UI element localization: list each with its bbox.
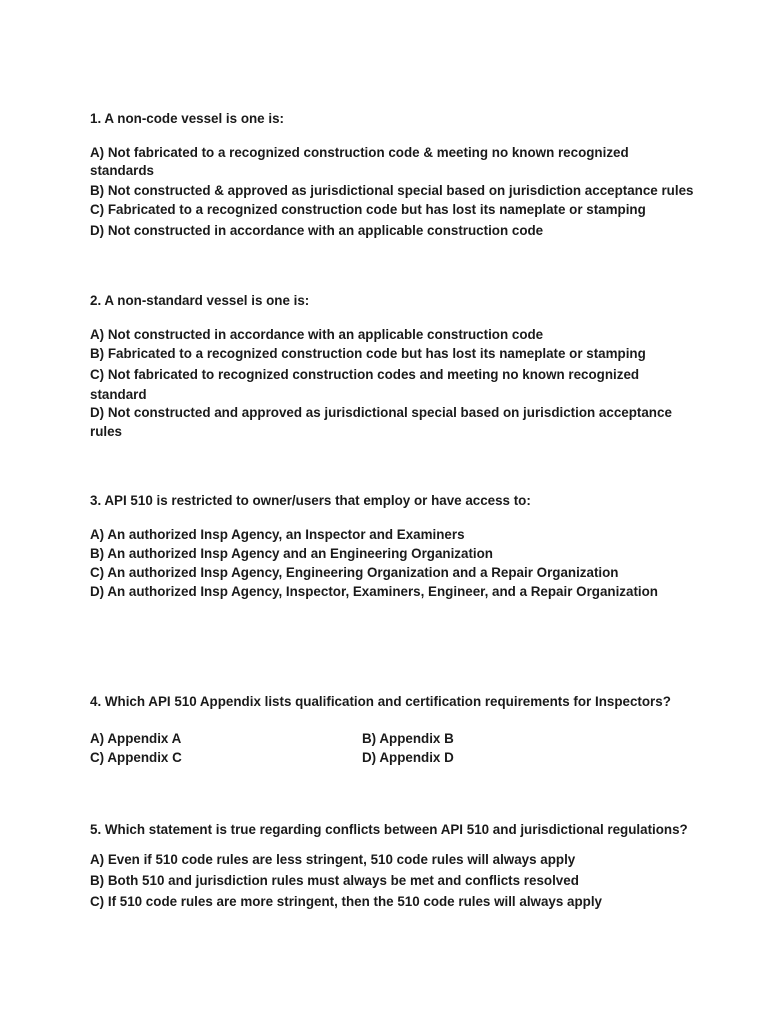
question-3-option-b: B) An authorized Insp Agency and an Engineering Organization <box>90 546 493 561</box>
question-2-option-d-continued: rules <box>90 424 123 439</box>
question-1-option-a: A) Not fabricated to a recognized construction code & meeting no known recognized <box>90 145 629 160</box>
question-5-option-b: B) Both 510 and jurisdiction rules must always be met and conflicts resolved <box>90 873 579 888</box>
question-3-option-a: A) An authorized Insp Agency, an Inspector and Examiners <box>90 527 465 542</box>
question-5-prompt: 5. Which statement is true regarding conflicts between API 510 and jurisdictional regulations? <box>90 822 688 837</box>
question-4-option-b: B) Appendix B <box>362 731 454 746</box>
question-5-option-c: C) If 510 code rules are more stringent, then the 510 code rules will always apply <box>90 894 602 909</box>
question-2-option-a: A) Not constructed in accordance with an applicable construction code <box>90 327 544 342</box>
question-4-option-d: D) Appendix D <box>362 750 454 765</box>
question-3-option-d: D) An authorized Insp Agency, Inspector, Examiners, Engineer, and a Repair Organization <box>90 584 658 599</box>
question-1-option-a-continued: standards <box>90 163 154 178</box>
question-2-option-c-continued: standard <box>90 387 147 402</box>
question-4-option-c: C) Appendix C <box>90 750 182 765</box>
question-3-prompt: 3. API 510 is restricted to owner/users that employ or have access to: <box>90 493 531 508</box>
question-1-option-b: B) Not constructed & approved as jurisdictional special based on jurisdiction acceptance rules <box>90 183 694 198</box>
question-5-option-a: A) Even if 510 code rules are less stringent, 510 code rules will always apply <box>90 852 576 867</box>
question-2-option-c: C) Not fabricated to recognized construction codes and meeting no known recognized <box>90 367 640 382</box>
question-2-option-d: D) Not constructed and approved as jurisdictional special based on jurisdiction acceptance <box>90 405 672 420</box>
question-2-prompt: 2. A non-standard vessel is one is: <box>90 293 310 308</box>
question-2-option-b: B) Fabricated to a recognized construction code but has lost its nameplate or stamping <box>90 346 646 361</box>
question-4-option-a: A) Appendix A <box>90 731 182 746</box>
question-1-option-c: C) Fabricated to a recognized construction code but has lost its nameplate or stamping <box>90 202 646 217</box>
question-1-prompt: 1. A non-code vessel is one is: <box>90 111 284 126</box>
question-1-option-d: D) Not constructed in accordance with an applicable construction code <box>90 223 544 238</box>
question-4-prompt: 4. Which API 510 Appendix lists qualification and certification requirements for Inspectors? <box>90 694 671 709</box>
question-3-option-c: C) An authorized Insp Agency, Engineering Organization and a Repair Organization <box>90 565 619 580</box>
